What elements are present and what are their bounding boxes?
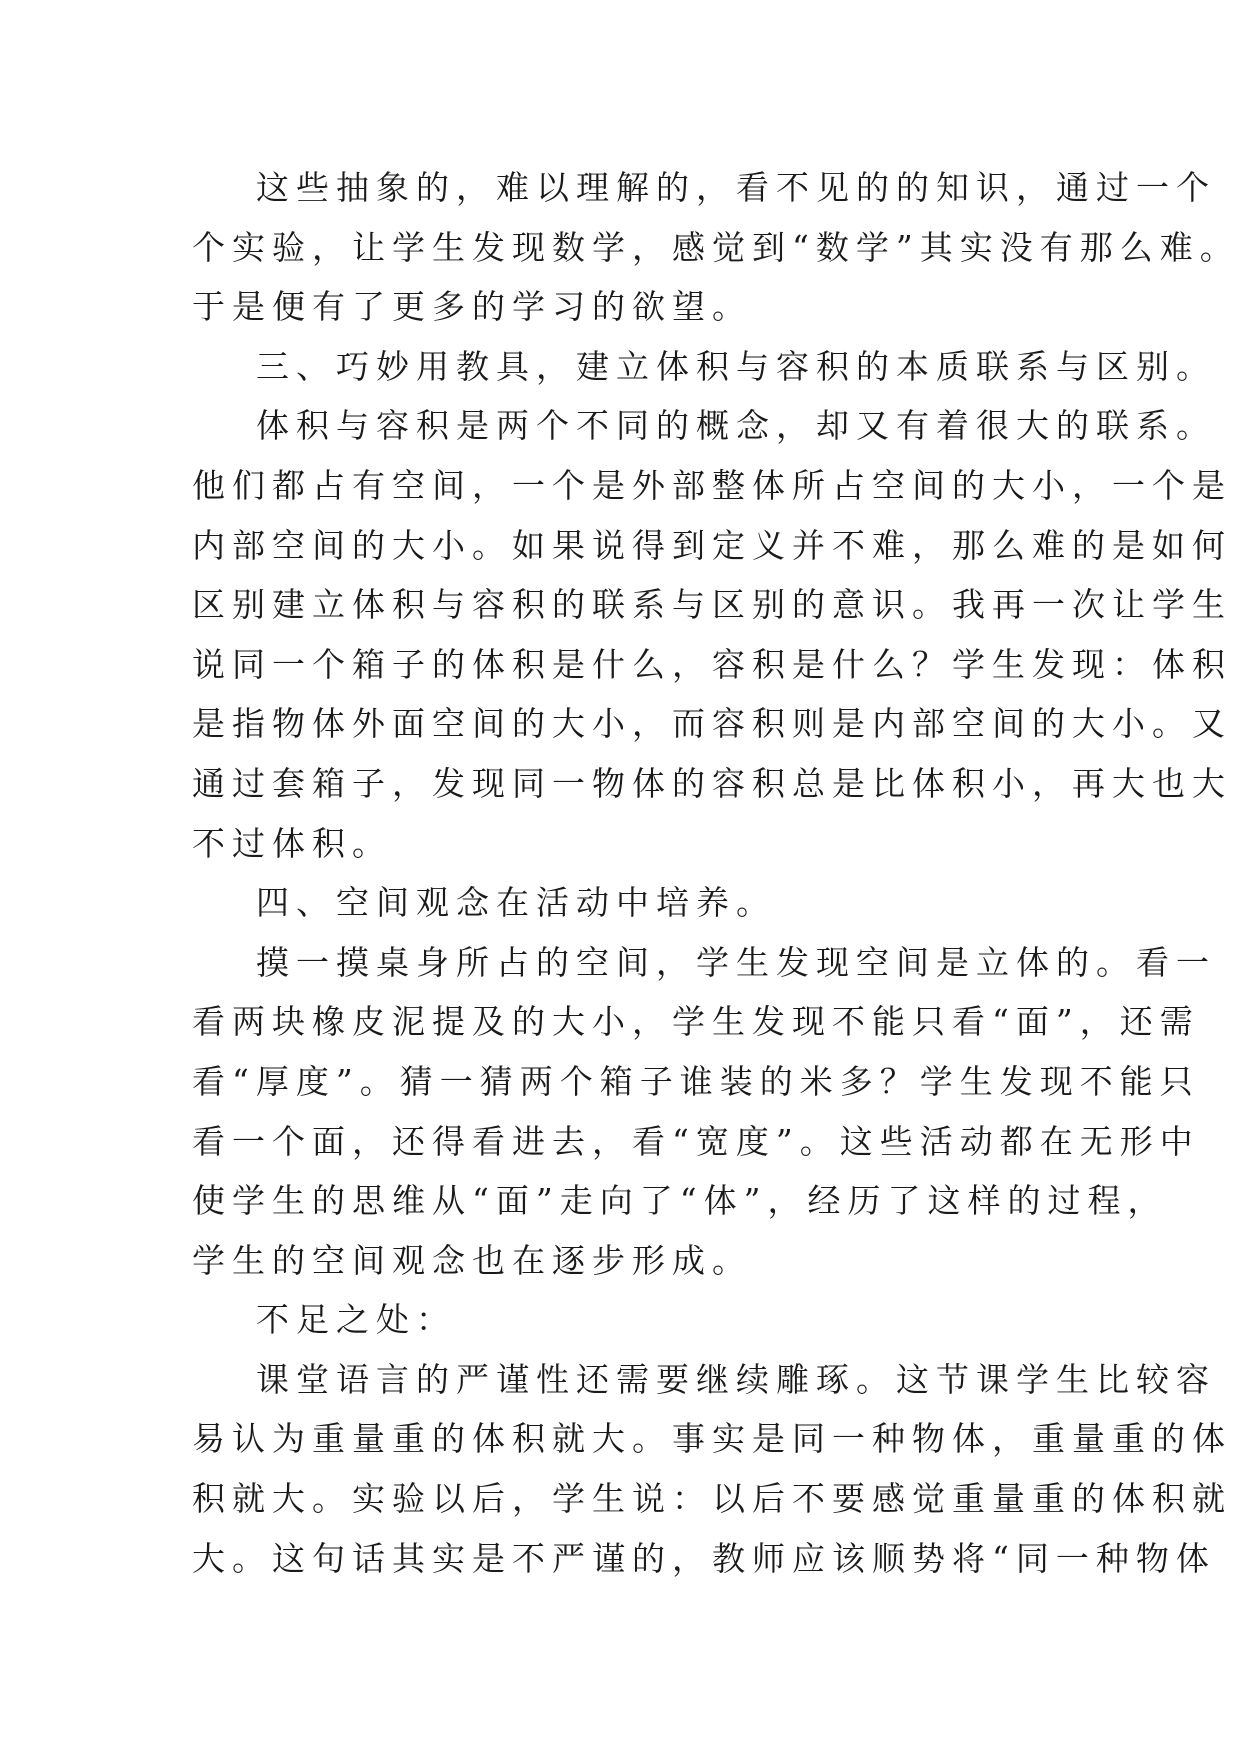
section-heading: 四、空间观念在活动中培养。 [256,883,776,923]
section-heading: 不足之处： [256,1300,456,1340]
paragraph-line: 看“厚度”。猜一猜两个箱子谁装的米多？学生发现不能只 [192,1061,1200,1101]
paragraph-line: 使学生的思维从“面”走向了“体”，经历了这样的过程， [192,1181,1168,1221]
paragraph-line: 他们都占有空间，一个是外部整体所占空间的大小，一个是 [192,465,1232,505]
paragraph-line: 内部空间的大小。如果说得到定义并不难，那么难的是如何 [192,525,1232,565]
paragraph-line: 不过体积。 [192,823,392,863]
paragraph-line: 大。这句话其实是不严谨的，教师应该顺势将“同一种物体 [192,1538,1216,1578]
paragraph-line: 易认为重量重的体积就大。事实是同一种物体，重量重的体 [192,1419,1232,1459]
paragraph-line: 区别建立体积与容积的联系与区别的意识。我再一次让学生 [192,585,1232,625]
paragraph-line: 课堂语言的严谨性还需要继续雕琢。这节课学生比较容 [256,1359,1216,1399]
paragraph-line: 摸一摸桌身所占的空间，学生发现空间是立体的。看一 [256,942,1216,982]
paragraph-line: 学生的空间观念也在逐步形成。 [192,1240,752,1280]
paragraph-line: 积就大。实验以后，学生说：以后不要感觉重量重的体积就 [192,1479,1232,1519]
paragraph-line: 体积与容积是两个不同的概念，却又有着很大的联系。 [256,406,1216,446]
paragraph-line: 于是便有了更多的学习的欲望。 [192,287,752,327]
body-text [192,158,1240,1588]
paragraph-line: 说同一个箱子的体积是什么，容积是什么？学生发现：体积 [192,644,1232,684]
paragraph-line: 看两块橡皮泥提及的大小，学生发现不能只看“面”，还需 [192,1002,1200,1042]
paragraph-line: 是指物体外面空间的大小，而容积则是内部空间的大小。又 [192,704,1232,744]
paragraph-line: 个实验，让学生发现数学，感觉到“数学”其实没有那么难。 [192,227,1240,267]
paragraph-line: 看一个面，还得看进去，看“宽度”。这些活动都在无形中 [192,1121,1200,1161]
paragraph-line: 通过套箱子，发现同一物体的容积总是比体积小，再大也大 [192,763,1232,803]
paragraph-line: 这些抽象的，难以理解的，看不见的的知识，通过一个 [256,168,1216,207]
section-heading: 三、巧妙用教具，建立体积与容积的本质联系与区别。 [256,346,1216,386]
